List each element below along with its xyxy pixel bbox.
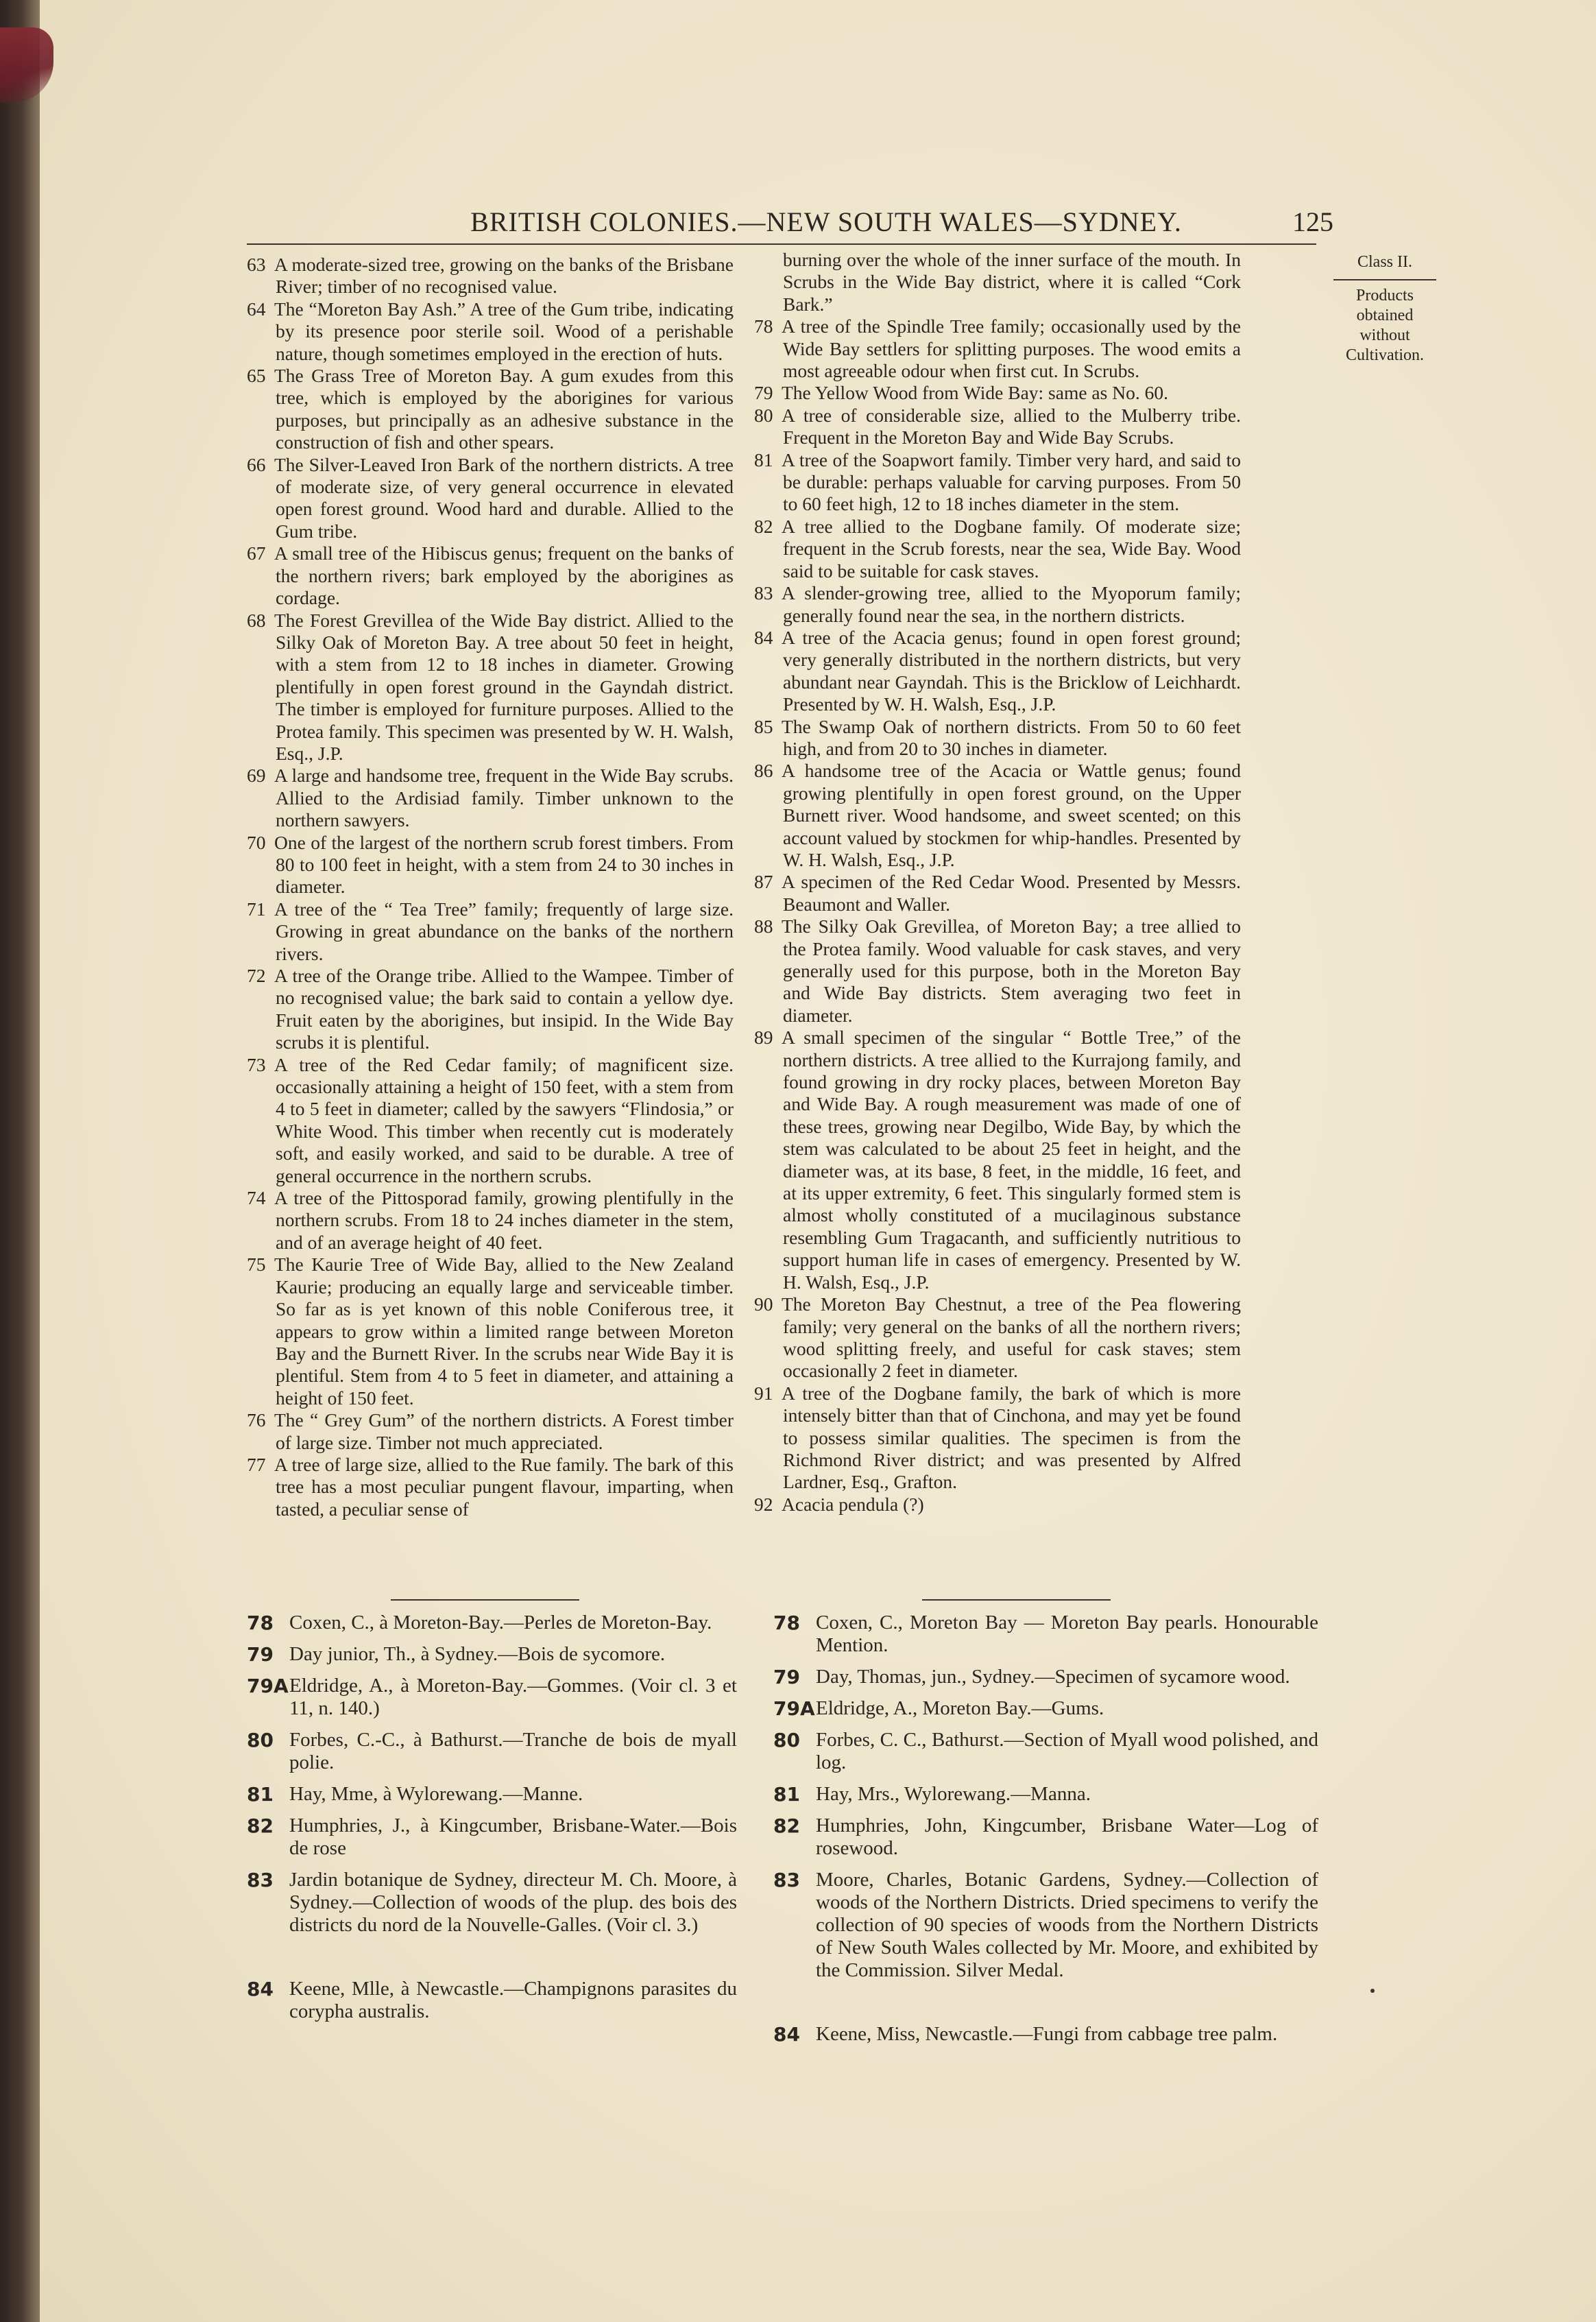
catalogue-entry <box>754 516 1241 582</box>
section-divider-left <box>391 1599 579 1601</box>
entry-text: A specimen of the Red Cedar Wood. Presented by Messrs. Beaumont and Waller. <box>782 871 1241 915</box>
entry-number: 89 <box>754 1027 773 1049</box>
entry-text: A large and handsome tree, frequent in the Wide Bay scrubs. Allied to the Ardisiad family. Timber unknown to the northern sawyers. <box>274 765 734 831</box>
running-head: BRITISH COLONIES.—NEW SOUTH WALES—SYDNEY. <box>470 206 1182 237</box>
entry-number: 91 <box>754 1382 773 1404</box>
catalogue-entry <box>754 449 1241 516</box>
entry-text: A small specimen of the singular “ Bottle Tree,” of the northern districts. A tree allied to the Kurrajong family, and found growing in dry rocky places, between Moreton Bay and Wide Bay. A rough measurement was made of one of these trees, growing near Degilbo, Wide Bay, by which the stem was calculated to be about 25 feet in height, and the diameter was, at its base, 8 feet, in the middle, 16 feet, and at its upper extremity, 6 feet. This singularly formed stem is almost wholly constituted of a mucilaginous substance resembling Gum Tragacanth, and sufficiently nutritious to support human life in cases of emergency. Presented by W. H. Walsh, Esq., J.P. <box>782 1027 1241 1293</box>
catalogue-entry <box>247 1054 734 1187</box>
entry-text: A tree of the “ Tea Tree” family; frequently of large size. Growing in great abundance on the banks of the northern rivers. <box>274 898 734 964</box>
entry-text: A tree of the Acacia genus; found in open forest ground; very generally distributed in the northern districts, but very abundant near Gayndah. This is the Bricklow of Leichhardt. Presented by W. H. Walsh, Esq., J.P. <box>782 626 1241 715</box>
exhibitor-entry <box>773 1612 1318 1657</box>
exhibitor-entry <box>247 1643 737 1666</box>
exhibitor-entry <box>773 1783 1318 1806</box>
entry-text: The Swamp Oak of northern districts. From 50 to 60 feet high, and from 20 to 30 inches in diameter. <box>782 715 1241 759</box>
exhibitor-number: 82 <box>247 1815 274 1837</box>
entry-number: 74 <box>247 1187 266 1209</box>
catalogue-entry <box>754 1293 1241 1383</box>
margin-line: Cultivation. <box>1346 346 1424 364</box>
catalogue-entry <box>754 716 1241 761</box>
exhibitor-number: 80 <box>247 1729 274 1751</box>
exhibitor-number: 83 <box>773 1869 800 1891</box>
margin-class: Class II. <box>1333 252 1436 280</box>
entry-text: A tree of the Spindle Tree family; occasionally used by the Wide Bay settlers for splitting purposes. The wood emits a most agreeable odour when first cut. In Scrubs. <box>782 315 1241 382</box>
entry-text: A tree of the Orange tribe. Allied to the Wampee. Timber of no recognised value; the bark said to contain a yellow dye. Fruit eaten by the aborigines, but insipid. In the Wide Bay scrubs it is plentiful. <box>274 965 734 1053</box>
exhibitor-number: 84 <box>773 2023 800 2046</box>
entry-text: The Silky Oak Grevillea, of Moreton Bay; a tree allied to the Protea family. Wood valuable for cask staves, and very generally used for this purpose, both in the Moreton Bay and Wide Bay districts. Stem averaging two feet in diameter. <box>782 915 1241 1026</box>
exhibitor-text: Keene, Miss, Newcastle.—Fungi from cabbage tree palm. <box>816 2023 1278 2045</box>
exhibitor-text: Eldridge, A., Moreton Bay.—Gums. <box>816 1697 1104 1719</box>
entry-number: 92 <box>754 1493 773 1515</box>
exhibitor-number: 81 <box>247 1783 274 1806</box>
entry-number: 73 <box>247 1053 266 1075</box>
catalogue-entry <box>247 765 734 831</box>
exhibitor-text: Coxen, C., à Moreton-Bay.—Perles de Moreton-Bay. <box>289 1612 712 1633</box>
catalogue-entry <box>754 1494 1241 1516</box>
exhibitor-text: Day, Thomas, jun., Sydney.—Specimen of sycamore wood. <box>816 1666 1290 1688</box>
margin-note <box>1333 252 1436 366</box>
catalogue-entry <box>247 254 734 298</box>
entry-text: A slender-growing tree, allied to the Myoporum family; generally found near the sea, in the northern districts. <box>782 582 1241 626</box>
catalogue-entry <box>247 832 734 898</box>
margin-line: Products <box>1356 287 1414 304</box>
exhibitor-number: 82 <box>773 1815 800 1837</box>
catalogue-entry <box>247 542 734 609</box>
exhibitor-number: 79A <box>773 1697 815 1720</box>
exhibitor-number: 78 <box>247 1612 274 1634</box>
entry-text: A tree of considerable size, allied to the Mulberry tribe. Frequent in the Moreton Bay and Wide Bay Scrubs. <box>782 404 1241 448</box>
entry-number: 88 <box>754 915 773 937</box>
catalogue-entry <box>247 898 734 965</box>
exhibitor-number: 78 <box>773 1612 800 1634</box>
exhibitor-number: 79 <box>773 1666 800 1688</box>
entry-number: 69 <box>247 765 266 787</box>
margin-line: without <box>1359 326 1410 344</box>
catalogue-entry <box>754 760 1241 871</box>
catalogue-entry <box>754 915 1241 1027</box>
exhibitor-entry <box>773 1869 1318 1982</box>
entry-number: 79 <box>754 382 773 404</box>
section-divider-right <box>922 1599 1111 1601</box>
entry-number: 70 <box>247 831 266 853</box>
entry-text: The Grass Tree of Moreton Bay. A gum exudes from this tree, which is employed by the aborigines for various purposes, but principally as an adhesive substance in the construction of fish and other spears. <box>274 365 734 453</box>
exhibitor-entry <box>247 1978 737 2023</box>
catalogue-entry <box>247 298 734 365</box>
exhibitor-text: Forbes, C.-C., à Bathurst.—Tranche de bois de myall polie. <box>289 1729 737 1773</box>
exhibitor-text: Keene, Mlle, à Newcastle.—Champignons parasites du corypha australis. <box>289 1978 737 2022</box>
exhibitor-entry <box>773 1697 1318 1720</box>
catalogue-entry <box>247 1254 734 1409</box>
entry-text: A tree of the Red Cedar family; of magnificent size. occasionally attaining a height of 150 feet, with a stem from 4 to 5 feet in diameter; called by the sawyers “Flindosia,” or White Wood. This timber when recently cut is moderately soft, and easily worked, and said to be durable. A tree of general occurrence in the northern scrubs. <box>274 1053 734 1186</box>
entry-number: 77 <box>247 1453 266 1475</box>
exhibitor-text: Hay, Mme, à Wylorewang.—Manne. <box>289 1783 583 1805</box>
entry-text: burning over the whole of the inner surface of the mouth. In Scrubs in the Wide Bay district, where it is called “Cork Bark.” <box>783 249 1241 315</box>
exhibitor-text: Eldridge, A., à Moreton-Bay.—Gommes. (Voir cl. 3 et 11, n. 140.) <box>289 1675 737 1719</box>
exhibitor-text: Humphries, John, Kingcumber, Brisbane Water—Log of rosewood. <box>816 1815 1318 1859</box>
entry-text: The Yellow Wood from Wide Bay: same as No. 60. <box>782 382 1168 404</box>
catalogue-entry <box>754 405 1241 449</box>
header-rule <box>247 243 1316 245</box>
exhibitors-english <box>773 1612 1318 2055</box>
entry-number: 65 <box>247 365 266 387</box>
exhibitor-text: Hay, Mrs., Wylorewang.—Manna. <box>816 1783 1091 1805</box>
entry-text: The Forest Grevillea of the Wide Bay district. Allied to the Silky Oak of Moreton Bay. A tree about 50 feet in height, with a stem from 12 to 18 inches in diameter. Growing plentifully in open forest ground in the Gayndah district. The timber is employed for furniture purposes. Allied to the Protea family. This specimen was presented by W. H. Walsh, Esq., J.P. <box>274 609 734 764</box>
exhibitor-entry <box>773 1666 1318 1688</box>
entry-number: 67 <box>247 542 266 564</box>
entry-number: 76 <box>247 1409 266 1431</box>
exhibitor-text: Forbes, C. C., Bathurst.—Section of Myall wood polished, and log. <box>816 1729 1318 1773</box>
entry-text: A tree of the Dogbane family, the bark of which is more intensely bitter than that of Cinchona, and may yet be found to possess similar qualities. The specimen is from the Richmond River district; and was presented by Alfred Lardner, Esq., Grafton. <box>782 1382 1241 1493</box>
margin-line: obtained <box>1356 307 1414 324</box>
ink-speck <box>1370 1989 1375 1993</box>
catalogue-entry <box>754 1383 1241 1494</box>
entry-number: 90 <box>754 1293 773 1315</box>
exhibitor-number: 83 <box>247 1869 274 1891</box>
catalogue-right-column <box>754 249 1241 1516</box>
entry-number: 68 <box>247 609 266 631</box>
exhibitor-number: 79A <box>247 1675 289 1697</box>
entry-number: 72 <box>247 965 266 986</box>
entry-text: A tree of the Pittosporad family, growing plentifully in the northern scrubs. From 18 to 24 inches diameter in the stem, and of an average height of 40 feet. <box>274 1187 734 1253</box>
entry-text: The Silver-Leaved Iron Bark of the northern districts. A tree of moderate size, of very general occurrence in elevated open forest ground. Wood hard and durable. Allied to the Gum tribe. <box>274 453 734 542</box>
catalogue-entry <box>754 249 1241 315</box>
exhibitor-text: Jardin botanique de Sydney, directeur M. Ch. Moore, à Sydney.—Collection of woods of the plup. des bois des districts du nord de la Nouvelle-Galles. (Voir cl. 3.) <box>289 1869 737 1936</box>
entry-number: 82 <box>754 515 773 537</box>
entry-text: One of the largest of the northern scrub forest timbers. From 80 to 100 feet in height, with a stem from 24 to 30 inches in diameter. <box>274 831 734 898</box>
entry-text: A tree allied to the Dogbane family. Of moderate size; frequent in the Scrub forests, near the sea, Wide Bay. Wood said to be suitable for cask staves. <box>782 515 1241 582</box>
catalogue-entry <box>247 454 734 543</box>
catalogue-entry <box>754 1027 1241 1293</box>
catalogue-entry <box>247 365 734 454</box>
entry-number: 84 <box>754 626 773 648</box>
catalogue-entry <box>247 610 734 765</box>
entry-text: A moderate-sized tree, growing on the banks of the Brisbane River; timber of no recognised value. <box>274 254 734 298</box>
exhibitor-entry <box>247 1729 737 1774</box>
entry-text: The Moreton Bay Chestnut, a tree of the Pea flowering family; very general on the banks of all the northern rivers; wood splitting freely, and useful for cask staves; stem occasionally 2 feet in diameter. <box>782 1293 1241 1382</box>
exhibitor-number: 80 <box>773 1729 800 1751</box>
book-spine <box>0 0 40 2322</box>
catalogue-left-column <box>247 254 734 1520</box>
exhibitors-french <box>247 1612 737 2032</box>
catalogue-entry <box>247 1187 734 1254</box>
entry-number: 85 <box>754 715 773 737</box>
exhibitor-entry <box>247 1815 737 1860</box>
entry-text: The “ Grey Gum” of the northern districts. A Forest timber of large size. Timber not much appreciated. <box>274 1409 734 1453</box>
exhibitor-number: 81 <box>773 1783 800 1806</box>
catalogue-entry <box>754 871 1241 915</box>
exhibitor-entry <box>773 1729 1318 1774</box>
exhibitor-number: 84 <box>247 1978 274 2000</box>
entry-number: 86 <box>754 760 773 782</box>
page-number: 125 <box>1292 206 1333 237</box>
catalogue-entry <box>754 382 1241 404</box>
catalogue-entry <box>754 315 1241 382</box>
entry-number: 83 <box>754 582 773 604</box>
exhibitor-entry <box>773 2023 1318 2046</box>
exhibitor-text: Moore, Charles, Botanic Gardens, Sydney.—Collection of woods of the Northern Districts. Dried specimens to verify the collection of 90 species of woods from the Northern Districts of New South Wales collected by Mr. Moore, and exhibited by the Commission. Silver Medal. <box>816 1869 1318 1981</box>
entry-text: A tree of large size, allied to the Rue family. The bark of this tree has a most peculiar pungent flavour, imparting, when tasted, a peculiar sense of <box>274 1453 734 1520</box>
binding-mark <box>0 27 53 103</box>
entry-number: 63 <box>247 254 266 275</box>
entry-number: 64 <box>247 298 266 320</box>
entry-text: A tree of the Soapwort family. Timber very hard, and said to be durable: perhaps valuable for carving purposes. From 50 to 60 feet high, 12 to 18 inches diameter in the stem. <box>782 448 1241 515</box>
catalogue-entry <box>247 965 734 1054</box>
catalogue-entry <box>754 627 1241 716</box>
entry-number: 75 <box>247 1254 266 1276</box>
exhibitor-text: Coxen, C., Moreton Bay — Moreton Bay pearls. Honourable Mention. <box>816 1612 1318 1656</box>
entry-number: 87 <box>754 871 773 893</box>
entry-number: 81 <box>754 448 773 470</box>
entry-number: 78 <box>754 315 773 337</box>
entry-text: The Kaurie Tree of Wide Bay, allied to the New Zealand Kaurie; producing an equally large and serviceable timber. So far as is yet known of this noble Coniferous tree, it appears to grow within a limited range between Moreton Bay and the Burnett River. In the scrubs near Wide Bay it is plentiful. Stem from 4 to 5 feet in diameter, and attaining a height of 150 feet. <box>274 1254 734 1409</box>
entry-text: A handsome tree of the Acacia or Wattle genus; found growing plentifully in open forest ground, on the Upper Burnett river. Wood handsome, and sweet scented; on this account valued by stockmen for whip-handles. Presented by W. H. Walsh, Esq., J.P. <box>782 760 1241 870</box>
exhibitor-number: 79 <box>247 1643 274 1666</box>
catalogue-entry <box>247 1409 734 1454</box>
entry-text: Acacia pendula (?) <box>782 1493 924 1515</box>
catalogue-entry <box>754 582 1241 627</box>
exhibitor-entry <box>247 1869 737 1937</box>
exhibitor-entry <box>773 1815 1318 1860</box>
entry-text: A small tree of the Hibiscus genus; frequent on the banks of the northern rivers; bark employed by the aborigines as cordage. <box>274 542 734 609</box>
exhibitor-text: Humphries, J., à Kingcumber, Brisbane-Water.—Bois de rose <box>289 1815 737 1859</box>
exhibitor-entry <box>247 1612 737 1634</box>
entry-number: 71 <box>247 898 266 920</box>
entry-text: The “Moreton Bay Ash.” A tree of the Gum tribe, indicating by its presence poor sterile soil. Wood of a perishable nature, though sometimes employed in the erection of huts. <box>274 298 734 364</box>
exhibitor-text: Day junior, Th., à Sydney.—Bois de sycomore. <box>289 1643 666 1665</box>
entry-number: 66 <box>247 453 266 475</box>
entry-number: 80 <box>754 404 773 426</box>
exhibitor-entry <box>247 1783 737 1806</box>
catalogue-entry <box>247 1454 734 1520</box>
exhibitor-entry <box>247 1675 737 1720</box>
